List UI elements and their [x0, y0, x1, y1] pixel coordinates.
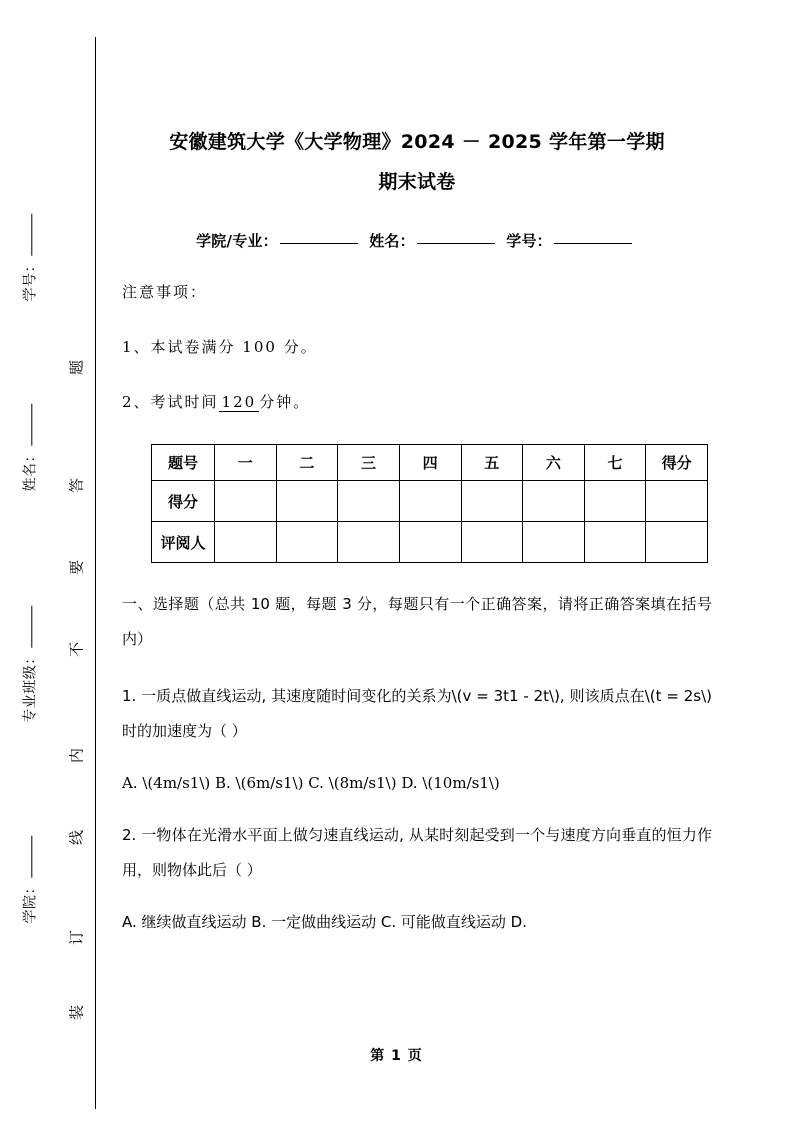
score-table-cell[interactable]: [523, 522, 585, 563]
seal-label-name: [23, 393, 38, 503]
question-1-options[interactable]: A. \(4m/s1\) B. \(6m/s1\) C. \(8m/s1\) D. \(10m/s1\): [122, 774, 500, 792]
seal-label-college: [23, 825, 38, 935]
score-table-cell: 一: [215, 445, 277, 481]
seal-char-7: 装: [67, 1005, 86, 1021]
notice-item-2: [122, 357, 712, 412]
seal-label-class-blank: [31, 606, 32, 648]
seal-char-4: 内: [67, 748, 86, 764]
college-major-label: 学院/专业：: [196, 232, 278, 250]
score-table-row-header: 得分: [152, 481, 215, 522]
student-id-field[interactable]: [554, 243, 632, 244]
seal-label-class-text: 专业班级：: [22, 650, 39, 723]
seal-label-student-id-blank: [31, 214, 32, 256]
notice-item-1: 1、本试卷满分 100 分。: [122, 338, 318, 356]
question-2-options[interactable]: A. 继续做直线运动 B. 一定做曲线运动 C. 可能做直线运动 D.: [122, 913, 527, 931]
score-table-cell[interactable]: [646, 481, 708, 522]
score-table-cell[interactable]: [584, 481, 646, 522]
page-title-line-2: 期末试卷: [378, 171, 456, 193]
score-table: [151, 444, 708, 563]
table-row: [152, 445, 708, 481]
seal-label-name-blank: [31, 404, 32, 446]
section-heading-1: 一、选择题（总共 10 题，每题 3 分，每题只有一个正确答案，请将正确答案填在括号内）: [122, 595, 712, 648]
score-table-cell: 二: [276, 445, 338, 481]
score-table-cell[interactable]: [584, 522, 646, 563]
score-table-cell: 得分: [646, 445, 708, 481]
score-table-cell: 三: [338, 445, 400, 481]
exam-duration-value: 120: [219, 393, 260, 412]
page-footer: 第 1 页: [370, 1048, 423, 1064]
score-table-cell[interactable]: [338, 481, 400, 522]
sealing-margin: [0, 0, 96, 1122]
score-table-row-header: 题号: [152, 445, 215, 481]
score-table-cell: 六: [523, 445, 585, 481]
score-table-cell[interactable]: [399, 481, 461, 522]
question-2-stem: 2. 一物体在光滑水平面上做匀速直线运动, 从某时刻起受到一个与速度方向垂直的恒力作用，则物体此后（ ）: [122, 826, 712, 879]
question-1-stem: 1. 一质点做直线运动, 其速度随时间变化的关系为\(v = 3t1 - 2t\), 则该质点在\(t = 2s\)时的加速度为（ ）: [122, 687, 712, 740]
seal-char-2: 要: [67, 560, 86, 576]
seal-label-name-text: 姓名：: [22, 447, 39, 492]
score-table-cell[interactable]: [276, 481, 338, 522]
score-table-cell[interactable]: [646, 522, 708, 563]
page-title-line-1: 安徽建筑大学《大学物理》2024 － 2025 学年第一学期: [169, 131, 665, 153]
score-table-cell[interactable]: [215, 522, 277, 563]
notice-item-2-prefix: 2、考试时间: [122, 393, 219, 411]
table-row: [152, 481, 708, 522]
seal-char-1: 答: [67, 478, 86, 494]
score-table-cell[interactable]: [523, 481, 585, 522]
name-label: 姓名：: [369, 232, 415, 250]
seal-label-class: [23, 613, 38, 723]
seal-char-6: 订: [67, 930, 86, 946]
score-table-cell: 五: [461, 445, 523, 481]
score-table-cell[interactable]: [461, 522, 523, 563]
score-table-cell: 七: [584, 445, 646, 481]
seal-label-college-text: 学院：: [22, 879, 39, 924]
seal-char-5: 线: [67, 830, 86, 846]
page-title: [122, 0, 712, 202]
score-table-cell[interactable]: [399, 522, 461, 563]
notice-heading: 注意事项：: [122, 283, 208, 301]
name-field[interactable]: [417, 243, 495, 244]
score-table-cell[interactable]: [338, 522, 400, 563]
score-table-cell[interactable]: [215, 481, 277, 522]
score-table-row-header: 评阅人: [152, 522, 215, 563]
exam-sheet: [122, 0, 712, 1122]
student-id-label: 学号：: [506, 232, 552, 250]
seal-char-0: 题: [67, 360, 86, 376]
score-table-cell: 四: [399, 445, 461, 481]
college-major-field[interactable]: [280, 243, 358, 244]
seal-char-3: 不: [67, 642, 86, 658]
table-row: [152, 522, 708, 563]
notice-item-2-suffix: 分钟。: [259, 393, 311, 411]
score-table-cell[interactable]: [461, 481, 523, 522]
student-info-line: [122, 202, 712, 251]
seal-label-student-id-text: 学号：: [22, 257, 39, 302]
seal-label-student-id: [23, 203, 38, 313]
seal-label-college-blank: [31, 836, 32, 878]
sealing-margin-rule: [95, 37, 96, 1109]
score-table-cell[interactable]: [276, 522, 338, 563]
